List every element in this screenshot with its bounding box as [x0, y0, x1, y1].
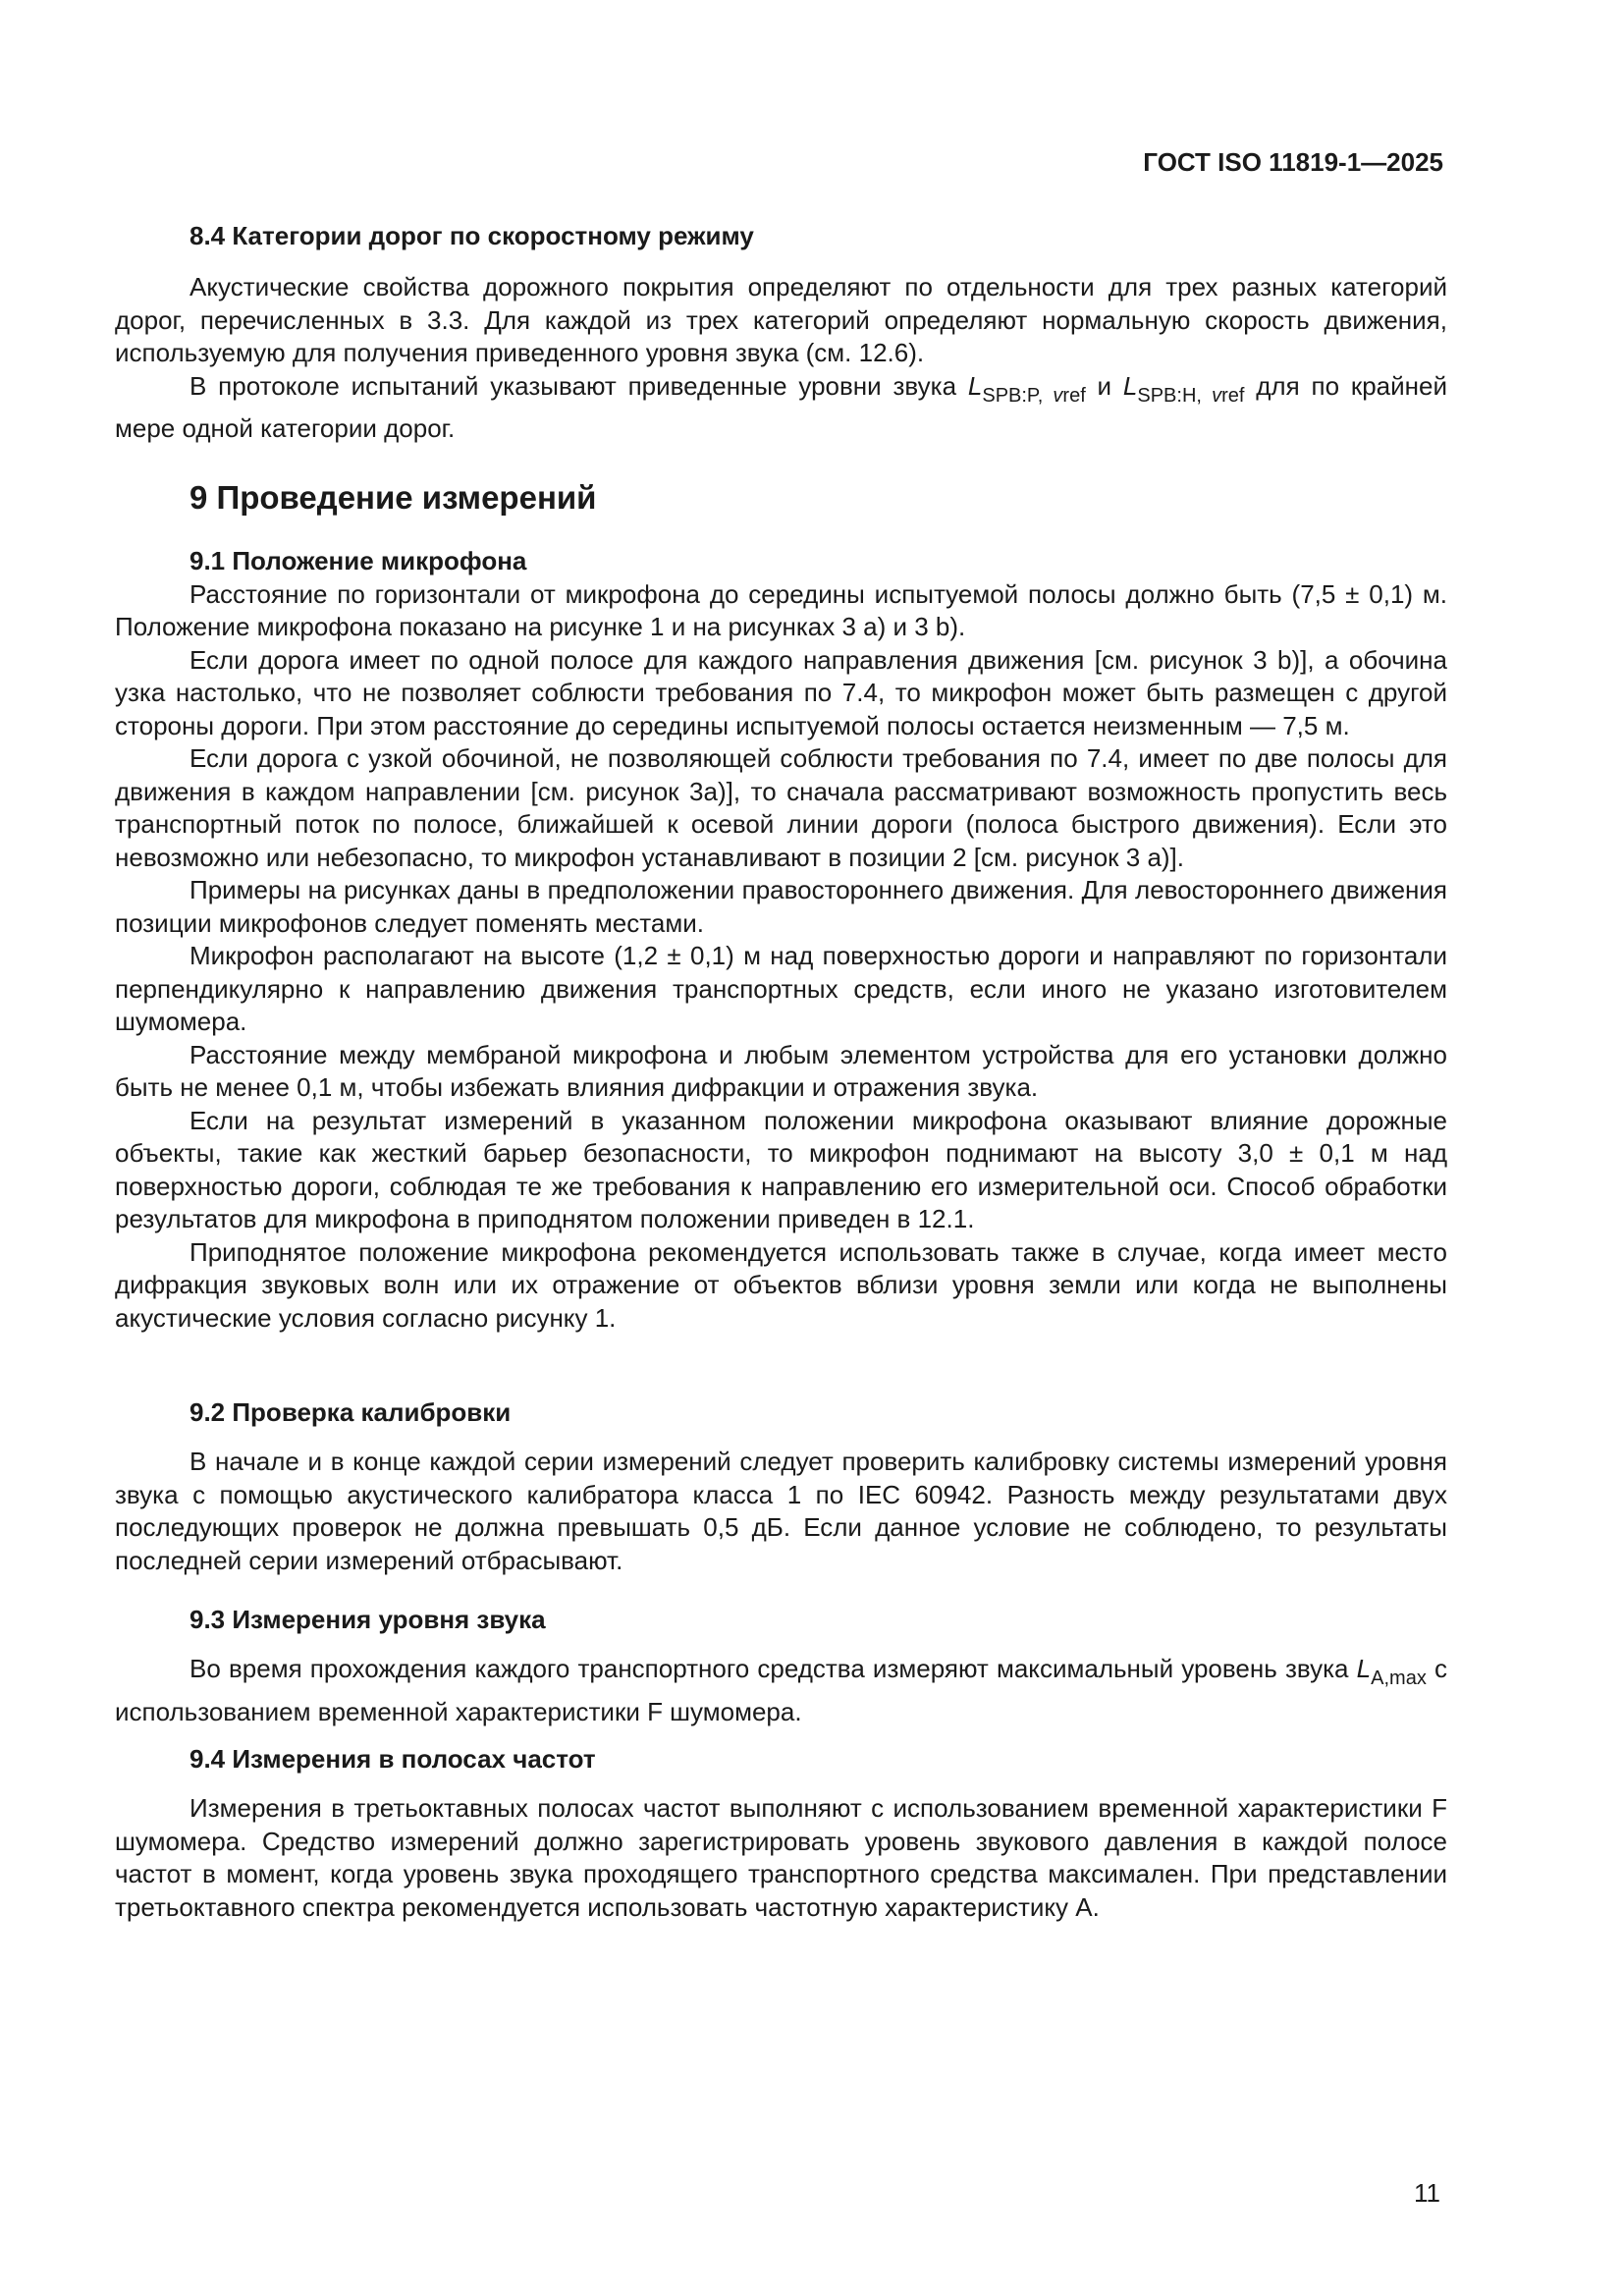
paragraph: Если на результат измерений в указанном положении микрофона оказывают влияние дорожные объекты, такие как жесткий барьер безопасности, то микрофон поднимают на высоту 3,0 ± 0,1 м над поверхностью дороги, соблюдая те же требования к направлению его измерительной оси. Способ обработки результатов для микрофона в приподнятом положении приведен в 12.1. — [115, 1105, 1447, 1233]
section-9-2 — [115, 1396, 1447, 1430]
section-9-1-title: 9.1 Положение микрофона — [189, 546, 527, 575]
paragraph: Измерения в третьоктавных полосах частот выполняют с использованием временной характеристики F шумомера. Средство измерений должно зарегистрировать уровень звукового давления в каждой полосе частот в момент, когда уровень звука проходящего транспортного средства максимален. При представлении третьоктавного спектра рекомендуется использовать частотную характеристику А. — [115, 1793, 1447, 1922]
paragraph: Если дорога с узкой обочиной, не позволяющей соблюсти требования по 7.4, имеет по две полосы для движения в каждом направлении [см. рисунок 3а)], то сначала рассматривают возможность пропустить весь транспортный поток по полосе, ближайшей к осевой линии дороги (полоса быстрого движения). Если это невозможно или небезопасно, то микрофон устанавливают в позиции 2 [см. рисунок 3 а)]. — [115, 743, 1447, 872]
paragraph: Если дорога имеет по одной полосе для каждого направления движения [см. рисунок 3 b)], а обочина узка настолько, что не позволяет соблюсти требования по 7.4, то микрофон может быть размещен с другой стороны дороги. При этом расстояние до середины испытуемой полосы остается неизменным — 7,5 м. — [115, 644, 1447, 740]
paragraph: В протоколе испытаний указывают приведенные уровни звука $L_{SPB:P, vref}$ и $L_{SPB:H, vref}$ для по крайней мере одной категории дорог. — [115, 370, 1448, 443]
section-8-4-body — [115, 271, 1447, 446]
page-number: 11 — [1414, 2178, 1440, 2208]
section-9 — [115, 481, 1447, 515]
section-9-3-body — [115, 1653, 1447, 1728]
paragraph: Расстояние между мембраной микрофона и любым элементом устройства для его установки должно быть не менее 0,1 м, чтобы избежать влияния дифракции и отражения звука. — [115, 1039, 1447, 1102]
paragraph: Примеры на рисунках даны в предположении правостороннего движения. Для левостороннего движения позиции микрофонов следует поменять местами. — [115, 875, 1447, 938]
paragraph: Микрофон располагают на высоте (1,2 ± 0,1) м над поверхностью дороги и направляют по горизонтали перпендикулярно к направлению движения транспортных средств, если иного не указано изготовителем шумомера. — [115, 941, 1447, 1036]
paragraph: Расстояние по горизонтали от микрофона до середины испытуемой полосы должно быть (7,5 ± 0,1) м. Положение микрофона показано на рисунке 1 и на рисунках 3 а) и 3 b). — [115, 578, 1447, 641]
paragraph: В начале и в конце каждой серии измерений следует проверить калибровку системы измерений уровня звука с помощью акустического калибратора класса 1 по IEC 60942. Разность между результатами двух последующих проверок не должна превышать 0,5 дБ. Если данное условие не соблюдено, то результаты последней серии измерений отбрасывают. — [115, 1447, 1447, 1575]
section-9-1 — [115, 545, 1447, 1335]
section-9-4-title: 9.4 Измерения в полосах частот — [189, 1744, 596, 1774]
section-9-4 — [115, 1743, 1447, 1777]
section-9-title: 9 Проведение измерений — [189, 479, 597, 516]
section-8-4-title: 8.4 Категории дорог по скоростному режиму — [189, 221, 754, 250]
section-9-2-body — [115, 1446, 1447, 1577]
paragraph: Акустические свойства дорожного покрытия определяют по отдельности для трех разных категорий дорог, перечисленных в 3.3. Для каждой из трех категорий определяют нормальную скорость движения, используемую для получения приведенного уровня звука (см. 12.6). — [115, 272, 1447, 367]
section-9-4-body — [115, 1792, 1447, 1924]
section-9-3-title: 9.3 Измерения уровня звука — [189, 1605, 546, 1634]
section-9-2-title: 9.2 Проверка калибровки — [189, 1397, 512, 1427]
section-8-4 — [115, 220, 1447, 253]
standard-designation: ГОСТ ISO 11819-1—2025 — [1143, 147, 1443, 177]
paragraph: Приподнятое положение микрофона рекомендуется использовать также в случае, когда имеет место дифракция звуковых волн или их отражение от объектов вблизи уровня земли или когда не выполнены акустические условия согласно рисунку 1. — [115, 1236, 1447, 1333]
paragraph: Во время прохождения каждого транспортного средства измеряют максимальный уровень звука $L_{A,max}$ с использованием временной характеристики F шумомера. — [115, 1654, 1447, 1726]
section-9-3 — [115, 1604, 1447, 1637]
